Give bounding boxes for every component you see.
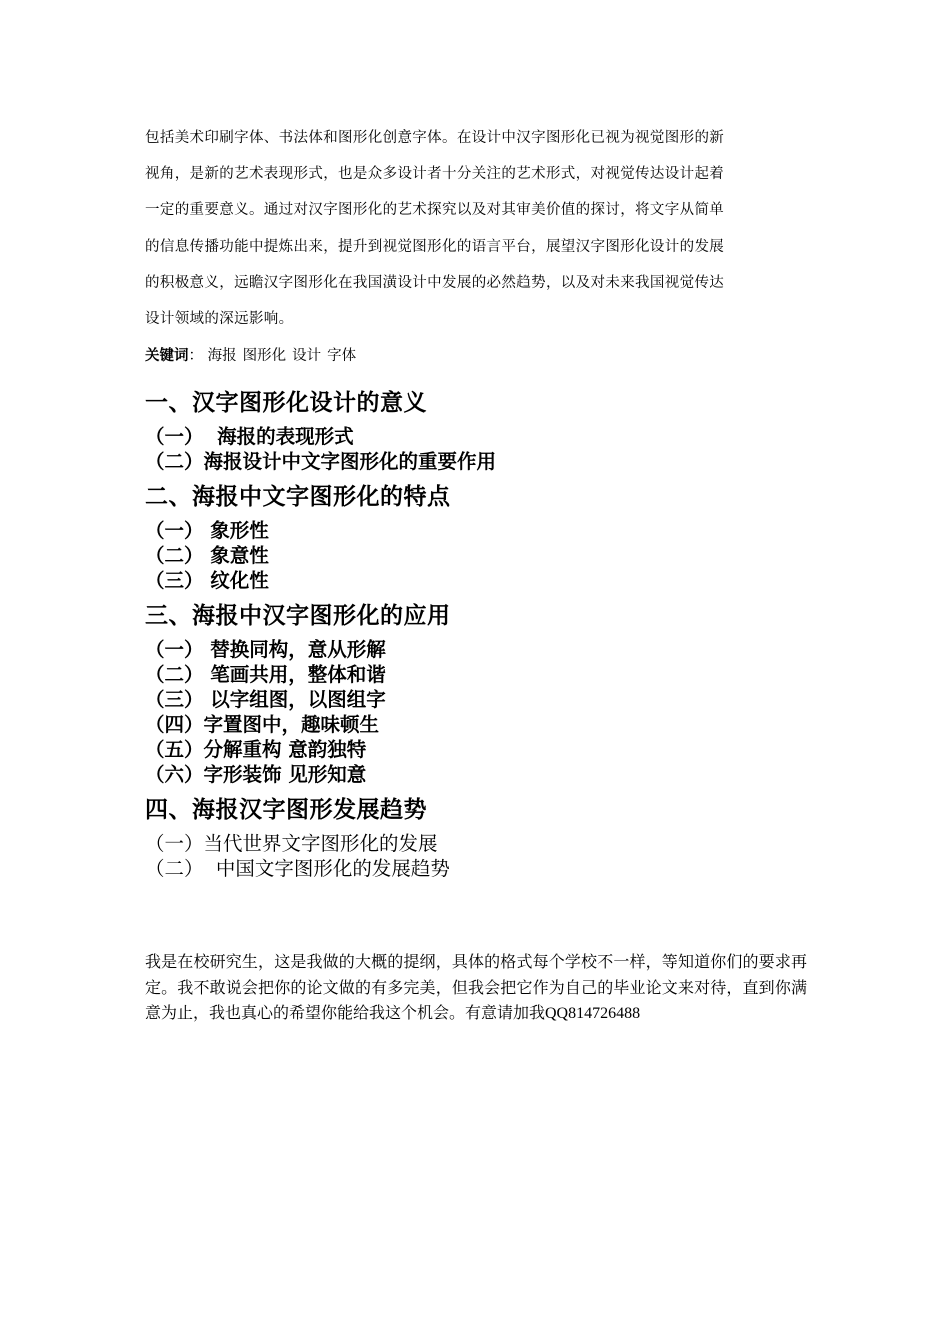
keywords-separator: ： — [188, 348, 203, 364]
keyword-item: 字体 — [327, 348, 357, 364]
section-heading: 二、海报中文字图形化的特点 — [145, 484, 451, 510]
keyword-item: 图形化 — [242, 348, 287, 364]
abstract-line: 视角，是新的艺术表现形式，也是众多设计者十分关注的艺术形式，对视觉传达设计起着 — [145, 166, 725, 183]
keyword-item: 设计 — [292, 348, 322, 364]
abstract-line: 一定的重要意义。通过对汉字图形化的艺术探究以及对其审美价值的探讨，将文字从简单 — [145, 202, 725, 219]
subsection-heading: （三） 纹化性 — [145, 569, 269, 592]
subsection-heading: （二） 象意性 — [145, 544, 269, 567]
subsection-heading: （一） 替换同构，意从形解 — [145, 638, 386, 661]
abstract-line: 设计领域的深远影响。 — [145, 311, 294, 328]
keyword-item: 海报 — [207, 348, 237, 364]
subsection-heading: （一）当代世界文字图形化的发展 — [145, 832, 438, 855]
subsection-heading: （二）海报设计中文字图形化的重要作用 — [145, 450, 497, 473]
author-note: 我是在校研究生，这是我做的大概的提纲，具体的格式每个学校不一样，等知道你们的要求再定。我不敢说会把你的论文做的有多完美，但我会把它作为自己的毕业论文来对待，直到你满意为止，我也真心的希望你能给我这个机会。有意请加我QQ814726488 — [145, 954, 807, 1022]
subsection-heading: （一） 象形性 — [145, 519, 269, 542]
subsection-heading: （三） 以字组图，以图组字 — [145, 688, 386, 711]
keywords-line — [145, 344, 362, 368]
section-heading: 一、汉字图形化设计的意义 — [145, 390, 427, 416]
outline-section — [145, 386, 845, 474]
subsection-heading: （四）字置图中，趣味顿生 — [145, 713, 380, 736]
abstract-paragraph — [145, 120, 807, 337]
subsection-heading: （五）分解重构 意韵独特 — [145, 738, 367, 761]
subsection-heading: （二） 中国文字图形化的发展趋势 — [145, 857, 450, 880]
subsection-heading: （一） 海报的表现形式 — [145, 425, 354, 448]
subsection-heading: （二） 笔画共用，整体和谐 — [145, 663, 386, 686]
outline-section — [145, 599, 845, 787]
keywords-list — [208, 348, 363, 364]
subsection-heading: （六）字形装饰 见形知意 — [145, 763, 367, 786]
section-heading: 四、海报汉字图形发展趋势 — [145, 797, 427, 823]
section-heading: 三、海报中汉字图形化的应用 — [145, 603, 451, 629]
abstract-line: 包括美术印刷字体、书法体和图形化创意字体。在设计中汉字图形化已视为视觉图形的新 — [145, 130, 725, 146]
outline — [145, 386, 845, 887]
keywords-label: 关键词 — [145, 348, 189, 364]
abstract-line: 的积极意义，远瞻汉字图形化在我国潢设计中发展的必然趋势，以及对未来我国视觉传达 — [145, 274, 725, 291]
abstract-line: 的信息传播功能中提炼出来，提升到视觉图形化的语言平台，展望汉字图形化设计的发展 — [145, 238, 725, 255]
outline-section — [145, 480, 845, 593]
outline-section — [145, 793, 845, 881]
